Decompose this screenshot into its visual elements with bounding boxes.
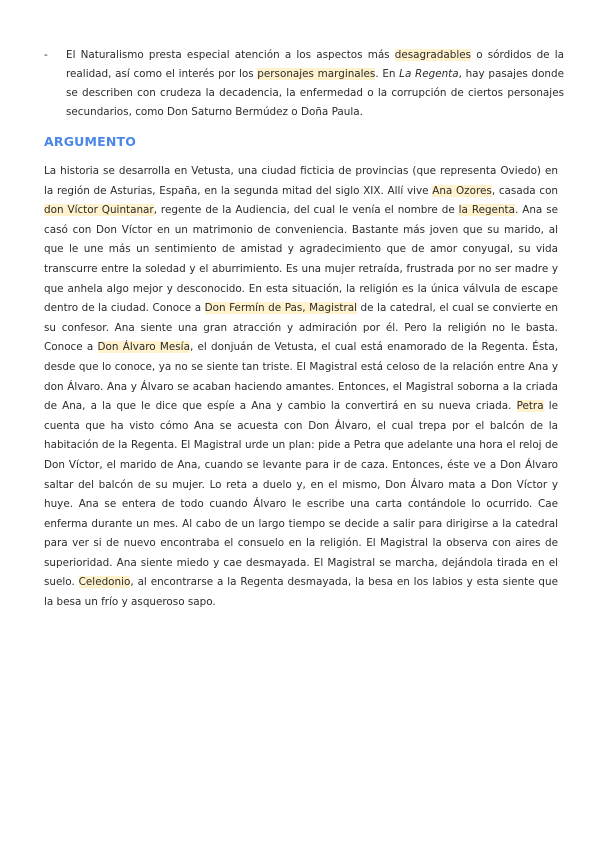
bullet-text (66, 46, 564, 122)
bullet-marker: - (44, 49, 48, 61)
text-run: , casada con (491, 184, 559, 197)
argument-paragraph (44, 162, 558, 613)
highlight: Don Fermín de Pas, Magistral (204, 302, 357, 315)
text-run: de la catedral, el cual se convierte en su confesor. Ana siente una gran atracción y admiración por él. Pero la religión no le basta. Conoce a (44, 302, 559, 354)
section-heading: ARGUMENTO (44, 134, 137, 149)
highlight: desagradables (394, 49, 472, 61)
highlight: Don Álvaro Mesía (97, 341, 190, 354)
text-run: , al encontrarse a la Regenta desmayada, la besa en los labios y esta siente que la besa un frío y asqueroso sapo. (44, 576, 558, 609)
text-run: El Naturalismo presta especial atención a los aspectos más (66, 49, 395, 61)
text-run: . Ana se casó con Don Víctor en un matrimonio de conveniencia. Bastante más joven que su marido, al que le une más un sentimiento de amistad y agradecimiento que de amor conyugal, su vida transcurre entre la soledad y el aburrimiento. Es una mujer retraída, frustrada por no ser madre y que anhela algo mejor y desconocido. En esta situación, la religión es la única válvula de escape dentro de la ciudad. Conoce a (44, 204, 558, 315)
text-run: o sórdidos de la realidad, así como el interés por los (66, 49, 564, 80)
highlight: personajes marginales (257, 68, 376, 80)
book-title: La Regenta (399, 68, 459, 80)
highlight: Celedonio (78, 576, 131, 589)
text-run: le cuenta que ha visto cómo Ana se acuesta con Don Álvaro, el cual trepa por el balcón de la habitación de la Regenta. El Magistral urde un plan: pide a Petra que adelante una hora el reloj de Don Víctor, el marido de Ana, cuando se levante para ir de caza. Entonces, éste ve a Don Álvaro saltar del balcón de su mujer. Lo reta a duelo y, en el mismo, Don Álvaro mata a Don Víctor y huye. Ana se entera de todo cuando Álvaro le escribe una carta contándole lo ocurrido. Cae enferma durante un mes. Al cabo de un largo tiempo se decide a salir para dirigirse a la catedral para ver si de nuevo encontraba el consuelo en la religión. El Magistral la observa con aires de superioridad. Ana siente miedo y cae desmayada. El Magistral se marcha, dejándola tirada en el suelo. (44, 400, 558, 589)
bullet-item (44, 46, 564, 122)
text-run: , regente de la Audiencia, del cual le venía el nombre de (153, 204, 459, 217)
text-run: , el donjuán de Vetusta, el cual está enamorado de la Regenta. Ésta, desde que lo conoce, ya no se siente tan triste. El Magistral está celoso de la relación entre Ana y don Álvaro. Ana y Álvaro se acaban haciendo amantes. Entonces, el Magistral soborna a la criada de Ana, a la que le dice que espíe a Ana y cambio la convertirá en su nueva criada. (44, 341, 558, 413)
text-run: , hay pasajes donde se describen con crudeza la decadencia, la enfermedad o la corrupción de ciertos personajes secundarios, como Don Saturno Bermúdez o Doña Paula. (66, 68, 565, 118)
highlight: la Regenta (458, 204, 515, 217)
text-run: . En (375, 68, 400, 80)
highlight: Petra (516, 400, 544, 413)
highlight: don Víctor Quintanar (44, 204, 154, 217)
highlight: Ana Ozores (432, 184, 492, 197)
text-run: La historia se desarrolla en Vetusta, una ciudad ficticia de provincias (que representa Oviedo) en la región de Asturias, España, en la segunda mitad del siglo XIX. Allí vive (44, 165, 558, 197)
